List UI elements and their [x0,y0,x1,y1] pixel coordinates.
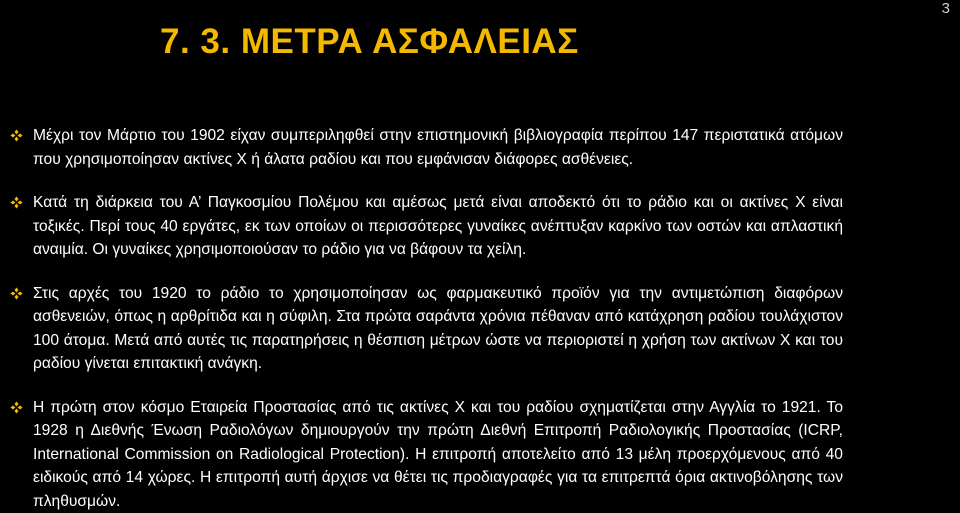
page-number: 3 [942,0,950,17]
diamond-quad-icon [10,196,23,209]
bullet-text: Μέχρι τον Μάρτιο του 1902 είχαν συμπεριληφθεί στην επιστημονική βιβλιογραφία περίπου 147 περιστατικά ατόμων που χρησιμοποίησαν ακτίνες Χ ή άλατα ραδίου και που εμφάνισαν διάφορες ασθένειες. [33,127,843,168]
bullet-text: Η πρώτη στον κόσμο Εταιρεία Προστασίας από τις ακτίνες Χ και του ραδίου σχηματίζεται στην Αγγλία το 1921. Το 1928 η Διεθνής Ένωση Ραδιολόγων δημιουργούν την πρώτη Διεθνή Επιτροπή Ραδιολογικής Προστασίας (ICRP, International Commission on Radiological Protection). Η επιτροπή αποτελείτο από 13 μέλη προερχόμενους από 40 ειδικούς από 14 χώρες. Η επιτροπή αυτή άρχισε να θέτει τις προδιαγραφές για τα επιτρεπτά όρια ακτινοβόλησης των πληθυσμών. [33,399,843,510]
slide-title: 7. 3. ΜΕΤΡΑ ΑΣΦΑΛΕΙΑΣ [160,22,579,62]
bullet-item [8,396,843,513]
diamond-quad-icon [10,129,23,142]
bullet-text: Στις αρχές του 1920 το ράδιο το χρησιμοποίησαν ως φαρμακευτικό προϊόν για την αντιμετώπιση διαφόρων ασθενειών, όπως η αρθρίτιδα και η σύφιλη. Στα πρώτα σαράντα χρόνια πέθαναν από κατάχρηση ραδίου τουλάχιστον 100 άτομα. Μετά από αυτές τις παρατηρήσεις η θέσπιση μέτρων ώστε να περιοριστεί η χρήση των ακτίνων Χ και του ραδίου γίνεται επιτακτική ανάγκη. [33,285,843,373]
bullet-item [8,191,843,262]
bullet-text: Κατά τη διάρκεια του Α’ Παγκοσμίου Πολέμου και αμέσως μετά είναι αποδεκτό ότι το ράδιο και οι ακτίνες Χ είναι τοξικές. Περί τους 40 εργάτες, εκ των οποίων οι περισσότερες γυναίκες ανέπτυξαν καρκίνο των οστών και απλαστική αναιμία. Οι γυναίκες χρησιμοποιούσαν το ράδιο για να βάφουν τα χείλη. [33,194,843,258]
diamond-quad-icon [10,287,23,300]
bullet-item [8,124,843,171]
diamond-quad-icon [10,401,23,414]
bullet-list [8,124,843,513]
bullet-item [8,282,843,376]
